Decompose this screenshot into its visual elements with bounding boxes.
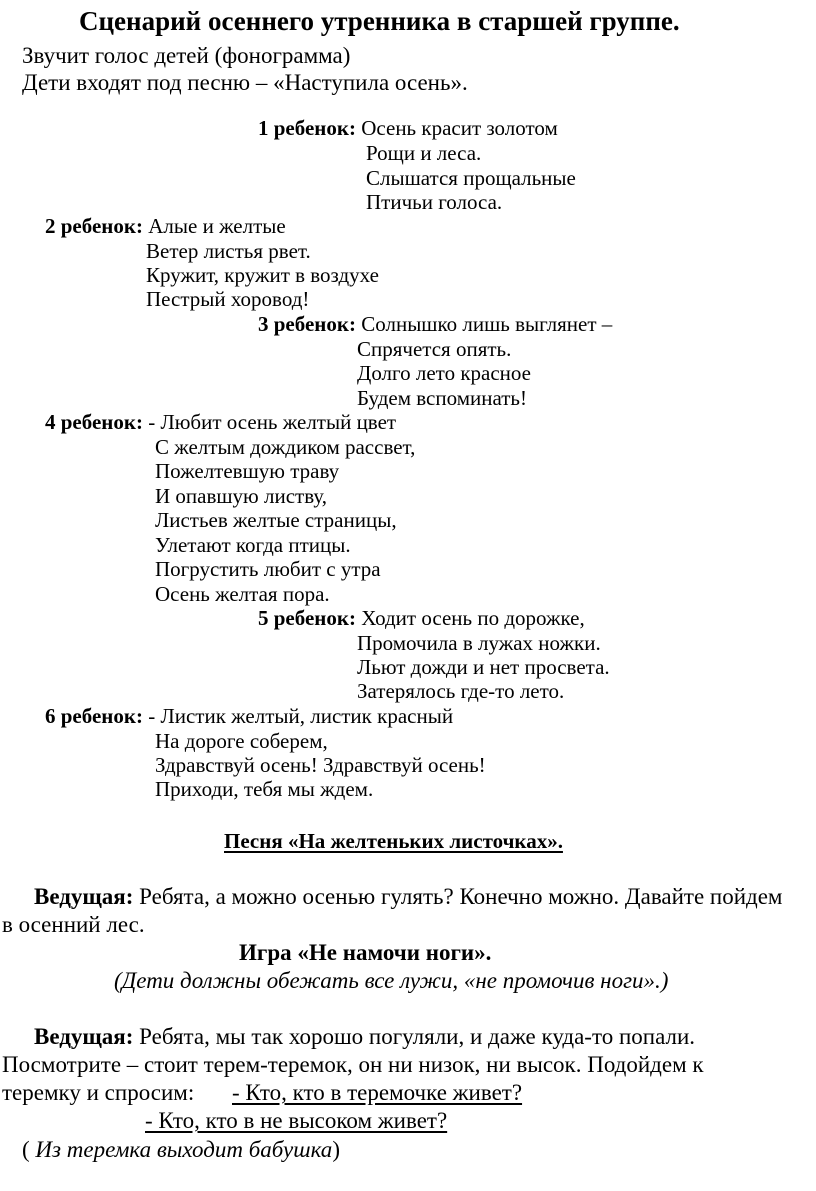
intro-line-2: Дети входят под песню – «Наступила осень». (22, 70, 468, 95)
verse-line: Птичьи голоса. (366, 190, 503, 214)
verse-line: Пожелтевшую траву (155, 459, 340, 483)
verse-1-first (258, 118, 558, 139)
final-remark: ( Из теремка выходит бабушка) (22, 1137, 340, 1162)
song-heading: Песня «На желтеньких листочках». (224, 829, 563, 853)
verse-line: Ветер листья рвет. (146, 239, 311, 263)
verse-3-first (258, 314, 612, 335)
verse-line: Приходи, тебя мы ждем. (155, 777, 374, 801)
verse-line: Погрустить любит с утра (155, 557, 381, 581)
verse-line: Затерялось где-то лето. (357, 679, 565, 703)
verse-4-first (45, 412, 396, 433)
host-1-line-2: в осенний лес. (2, 912, 145, 937)
verse-line: Улетают когда птицы. (155, 533, 351, 557)
host-text: Ребята, мы так хорошо погуляли, и даже куда-то попали. (139, 1024, 696, 1049)
speaker-label: Ведущая: (34, 884, 134, 909)
verse-line: Листьев желтые страницы, (155, 508, 397, 532)
speaker-label: 2 ребенок: (45, 214, 143, 238)
game-note: (Дети должны обежать все лужи, «не промочив ноги».) (114, 968, 669, 993)
host-text: Ребята, а можно осенью гулять? Конечно можно. Давайте пойдем (139, 884, 783, 909)
host-2-line-1 (34, 1025, 695, 1048)
speaker-label: 4 ребенок: (45, 410, 143, 434)
verse-line: Будем вспоминать! (357, 386, 527, 410)
verse-line: Промочила в лужах ножки. (357, 631, 601, 655)
question-2: - Кто, кто в не высоком живет? (145, 1108, 448, 1133)
speaker-label: 1 ребенок: (258, 116, 356, 140)
verse-5-first (258, 608, 585, 629)
game-title: Игра «Не намочи ноги». (239, 940, 492, 965)
verse-line: Осень желтая пора. (155, 582, 330, 606)
verse-line: Рощи и леса. (366, 141, 482, 165)
speaker-label: 6 ребенок: (45, 704, 143, 728)
speaker-label: 5 ребенок: (258, 606, 356, 630)
verse-line: Солнышко лишь выглянет – (361, 312, 613, 336)
verse-line: Спрячется опять. (357, 337, 512, 361)
host-2-line-2: Посмотрите – стоит терем-теремок, он ни низок, ни высок. Подойдем к (2, 1052, 704, 1077)
verse-line: И опавшую листву, (155, 484, 328, 508)
verse-line: С желтым дождиком рассвет, (155, 435, 416, 459)
verse-line: Пестрый хоровод! (146, 287, 310, 311)
verse-line: Осень красит золотом (361, 116, 558, 140)
host-2-line-3: теремку и спросим: (2, 1080, 195, 1105)
verse-line: Долго лето красное (357, 361, 531, 385)
verse-line: Ходит осень по дорожке, (361, 606, 585, 630)
verse-2-first (45, 216, 286, 237)
speaker-label: Ведущая: (34, 1024, 134, 1049)
verse-line: Кружит, кружит в воздухе (146, 263, 379, 287)
verse-line: Алые и желтые (148, 214, 286, 238)
question-1: - Кто, кто в теремочке живет? (232, 1080, 523, 1105)
verse-line: Здравствуй осень! Здравствуй осень! (155, 753, 486, 777)
verse-line: Льют дожди и нет просвета. (357, 655, 610, 679)
verse-line: Слышатся прощальные (366, 166, 576, 190)
speaker-label: 3 ребенок: (258, 312, 356, 336)
verse-line: - Любит осень желтый цвет (148, 410, 397, 434)
intro-line-1: Звучит голос детей (фонограмма) (22, 43, 351, 68)
verse-6-first (45, 706, 453, 727)
verse-line: - Листик желтый, листик красный (148, 704, 454, 728)
page-title: Сценарий осеннего утренника в старшей группе. (79, 6, 680, 36)
host-1-line-1 (34, 885, 782, 908)
verse-line: На дороге соберем, (155, 729, 328, 753)
